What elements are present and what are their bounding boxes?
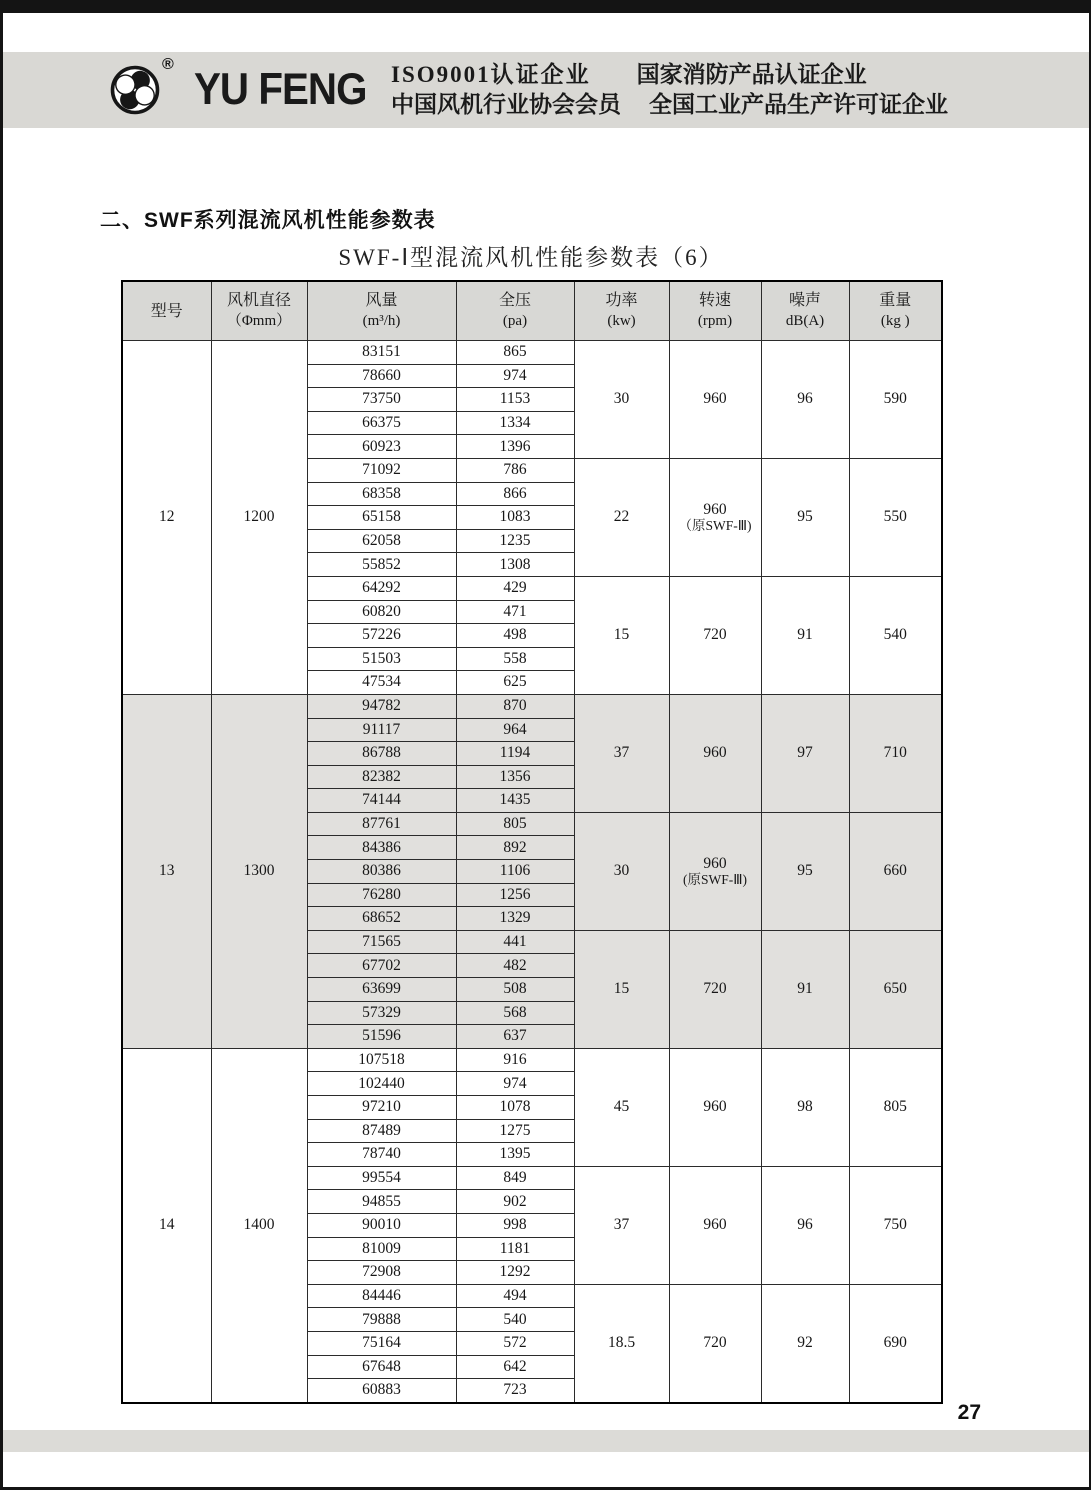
pressure-cell: 429 <box>456 576 574 600</box>
pressure-cell: 865 <box>456 341 574 365</box>
airflow-cell: 60820 <box>307 600 456 624</box>
pressure-cell: 723 <box>456 1379 574 1403</box>
table-title: SWF-Ⅰ型混流风机性能参数表（6） <box>338 245 724 270</box>
page-number: 27 <box>957 1401 981 1424</box>
diameter-cell: 1400 <box>211 1048 307 1402</box>
weight-cell: 650 <box>849 930 942 1048</box>
airflow-cell: 84386 <box>307 836 456 860</box>
cert-iso9001: ISO9001认证企业 <box>391 62 591 87</box>
pressure-cell: 870 <box>456 694 574 718</box>
pressure-cell: 1356 <box>456 765 574 789</box>
airflow-cell: 73750 <box>307 388 456 412</box>
airflow-cell: 97210 <box>307 1096 456 1120</box>
pressure-cell: 849 <box>456 1166 574 1190</box>
pressure-cell: 1329 <box>456 907 574 931</box>
brand-name: YU FENG <box>194 64 367 114</box>
section-title: 二、SWF系列混流风机性能参数表 <box>100 209 436 232</box>
airflow-cell: 72908 <box>307 1261 456 1285</box>
pressure-cell: 1153 <box>456 388 574 412</box>
pressure-cell: 1435 <box>456 789 574 813</box>
noise-cell: 95 <box>761 458 849 576</box>
table-row <box>122 1048 942 1072</box>
col-header-diameter: 风机直径 （Φmm） <box>211 281 307 341</box>
airflow-cell: 90010 <box>307 1213 456 1237</box>
pressure-cell: 786 <box>456 458 574 482</box>
table-container <box>121 280 943 1404</box>
airflow-cell: 60883 <box>307 1379 456 1403</box>
airflow-cell: 107518 <box>307 1048 456 1072</box>
airflow-cell: 78740 <box>307 1143 456 1167</box>
pressure-cell: 998 <box>456 1213 574 1237</box>
page-border-top <box>0 0 1091 13</box>
airflow-cell: 62058 <box>307 529 456 553</box>
airflow-cell: 78660 <box>307 364 456 388</box>
power-cell: 15 <box>574 576 669 694</box>
weight-cell: 690 <box>849 1284 942 1402</box>
pressure-cell: 1334 <box>456 411 574 435</box>
model-cell: 14 <box>122 1048 211 1402</box>
footer-band <box>3 1430 1089 1452</box>
col-header-noise: 噪声 dB(A) <box>761 281 849 341</box>
airflow-cell: 86788 <box>307 742 456 766</box>
pressure-cell: 558 <box>456 647 574 671</box>
pressure-cell: 964 <box>456 718 574 742</box>
airflow-cell: 51503 <box>307 647 456 671</box>
speed-cell: 720 <box>669 930 761 1048</box>
registered-trademark-icon: ® <box>162 56 174 73</box>
performance-table-body <box>122 341 942 1403</box>
airflow-cell: 84446 <box>307 1284 456 1308</box>
table-header-row <box>122 281 942 341</box>
speed-note: （原SWF-Ⅲ) <box>678 518 752 534</box>
pressure-cell: 508 <box>456 978 574 1002</box>
airflow-cell: 82382 <box>307 765 456 789</box>
weight-cell: 710 <box>849 694 942 812</box>
pressure-cell: 1256 <box>456 883 574 907</box>
pressure-cell: 625 <box>456 671 574 695</box>
col-header-power: 功率 (kw) <box>574 281 669 341</box>
airflow-cell: 51596 <box>307 1025 456 1049</box>
pressure-cell: 494 <box>456 1284 574 1308</box>
table-header <box>122 281 942 341</box>
pressure-cell: 1308 <box>456 553 574 577</box>
pressure-cell: 1083 <box>456 506 574 530</box>
certification-line-2 <box>391 90 948 120</box>
airflow-cell: 87489 <box>307 1119 456 1143</box>
pressure-cell: 892 <box>456 836 574 860</box>
model-cell: 13 <box>122 694 211 1048</box>
airflow-cell: 75164 <box>307 1331 456 1355</box>
speed-cell: 960 （原SWF-Ⅲ) <box>669 458 761 576</box>
pressure-cell: 637 <box>456 1025 574 1049</box>
airflow-cell: 55852 <box>307 553 456 577</box>
col-header-airflow: 风量 (m³/h) <box>307 281 456 341</box>
certification-line-1 <box>391 60 948 90</box>
weight-cell: 660 <box>849 812 942 930</box>
pressure-cell: 471 <box>456 600 574 624</box>
noise-cell: 96 <box>761 1166 849 1284</box>
diameter-cell: 1200 <box>211 341 307 695</box>
power-cell: 30 <box>574 812 669 930</box>
cert-fan-association: 中国风机行业协会会员 <box>391 92 621 117</box>
airflow-cell: 57329 <box>307 1001 456 1025</box>
airflow-cell: 87761 <box>307 812 456 836</box>
pressure-cell: 642 <box>456 1355 574 1379</box>
page-border-left <box>0 0 3 1490</box>
airflow-cell: 66375 <box>307 411 456 435</box>
airflow-cell: 76280 <box>307 883 456 907</box>
airflow-cell: 81009 <box>307 1237 456 1261</box>
cert-industrial-license: 全国工业产品生产许可证企业 <box>649 92 948 117</box>
airflow-cell: 68652 <box>307 907 456 931</box>
pressure-cell: 1181 <box>456 1237 574 1261</box>
airflow-cell: 79888 <box>307 1308 456 1332</box>
pressure-cell: 916 <box>456 1048 574 1072</box>
power-cell: 45 <box>574 1048 669 1166</box>
pressure-cell: 1194 <box>456 742 574 766</box>
noise-cell: 92 <box>761 1284 849 1402</box>
airflow-cell: 64292 <box>307 576 456 600</box>
pressure-cell: 441 <box>456 930 574 954</box>
speed-cell: 960 <box>669 341 761 459</box>
airflow-cell: 60923 <box>307 435 456 459</box>
col-header-pressure: 全压 (pa) <box>456 281 574 341</box>
col-header-model: 型号 <box>122 281 211 341</box>
noise-cell: 91 <box>761 576 849 694</box>
weight-cell: 805 <box>849 1048 942 1166</box>
airflow-cell: 67702 <box>307 954 456 978</box>
power-cell: 18.5 <box>574 1284 669 1402</box>
speed-cell: 960 <box>669 1048 761 1166</box>
diameter-cell: 1300 <box>211 694 307 1048</box>
pressure-cell: 1275 <box>456 1119 574 1143</box>
airflow-cell: 71565 <box>307 930 456 954</box>
power-cell: 15 <box>574 930 669 1048</box>
airflow-cell: 83151 <box>307 341 456 365</box>
table-row <box>122 694 942 718</box>
power-cell: 22 <box>574 458 669 576</box>
weight-cell: 590 <box>849 341 942 459</box>
pressure-cell: 568 <box>456 1001 574 1025</box>
power-cell: 37 <box>574 694 669 812</box>
speed-cell: 960 (原SWF-Ⅲ) <box>669 812 761 930</box>
noise-cell: 96 <box>761 341 849 459</box>
noise-cell: 97 <box>761 694 849 812</box>
airflow-cell: 67648 <box>307 1355 456 1379</box>
weight-cell: 750 <box>849 1166 942 1284</box>
pressure-cell: 974 <box>456 1072 574 1096</box>
speed-note: (原SWF-Ⅲ) <box>682 871 748 887</box>
speed-cell: 960 <box>669 1166 761 1284</box>
airflow-cell: 71092 <box>307 458 456 482</box>
airflow-cell: 74144 <box>307 789 456 813</box>
model-cell: 12 <box>122 341 211 695</box>
noise-cell: 98 <box>761 1048 849 1166</box>
col-header-speed: 转速 (rpm) <box>669 281 761 341</box>
airflow-cell: 91117 <box>307 718 456 742</box>
airflow-cell: 102440 <box>307 1072 456 1096</box>
pressure-cell: 805 <box>456 812 574 836</box>
airflow-cell: 80386 <box>307 860 456 884</box>
pressure-cell: 482 <box>456 954 574 978</box>
airflow-cell: 68358 <box>307 482 456 506</box>
airflow-cell: 47534 <box>307 671 456 695</box>
speed-cell: 960 <box>669 694 761 812</box>
pressure-cell: 1235 <box>456 529 574 553</box>
performance-table <box>121 280 943 1404</box>
header-band <box>3 52 1089 128</box>
yufeng-fan-logo-icon <box>110 65 160 120</box>
airflow-cell: 94782 <box>307 694 456 718</box>
airflow-cell: 65158 <box>307 506 456 530</box>
pressure-cell: 540 <box>456 1308 574 1332</box>
pressure-cell: 1292 <box>456 1261 574 1285</box>
weight-cell: 550 <box>849 458 942 576</box>
pressure-cell: 866 <box>456 482 574 506</box>
airflow-cell: 57226 <box>307 624 456 648</box>
pressure-cell: 572 <box>456 1331 574 1355</box>
airflow-cell: 63699 <box>307 978 456 1002</box>
airflow-cell: 99554 <box>307 1166 456 1190</box>
pressure-cell: 974 <box>456 364 574 388</box>
col-header-weight: 重量 (kg ) <box>849 281 942 341</box>
weight-cell: 540 <box>849 576 942 694</box>
speed-cell: 720 <box>669 1284 761 1402</box>
power-cell: 30 <box>574 341 669 459</box>
noise-cell: 95 <box>761 812 849 930</box>
certification-text <box>391 60 948 120</box>
pressure-cell: 1106 <box>456 860 574 884</box>
speed-cell: 720 <box>669 576 761 694</box>
pressure-cell: 1395 <box>456 1143 574 1167</box>
cert-fire-product: 国家消防产品认证企业 <box>636 62 867 87</box>
airflow-cell: 94855 <box>307 1190 456 1214</box>
pressure-cell: 1078 <box>456 1096 574 1120</box>
pressure-cell: 1396 <box>456 435 574 459</box>
table-row <box>122 341 942 365</box>
pressure-cell: 902 <box>456 1190 574 1214</box>
pressure-cell: 498 <box>456 624 574 648</box>
noise-cell: 91 <box>761 930 849 1048</box>
power-cell: 37 <box>574 1166 669 1284</box>
